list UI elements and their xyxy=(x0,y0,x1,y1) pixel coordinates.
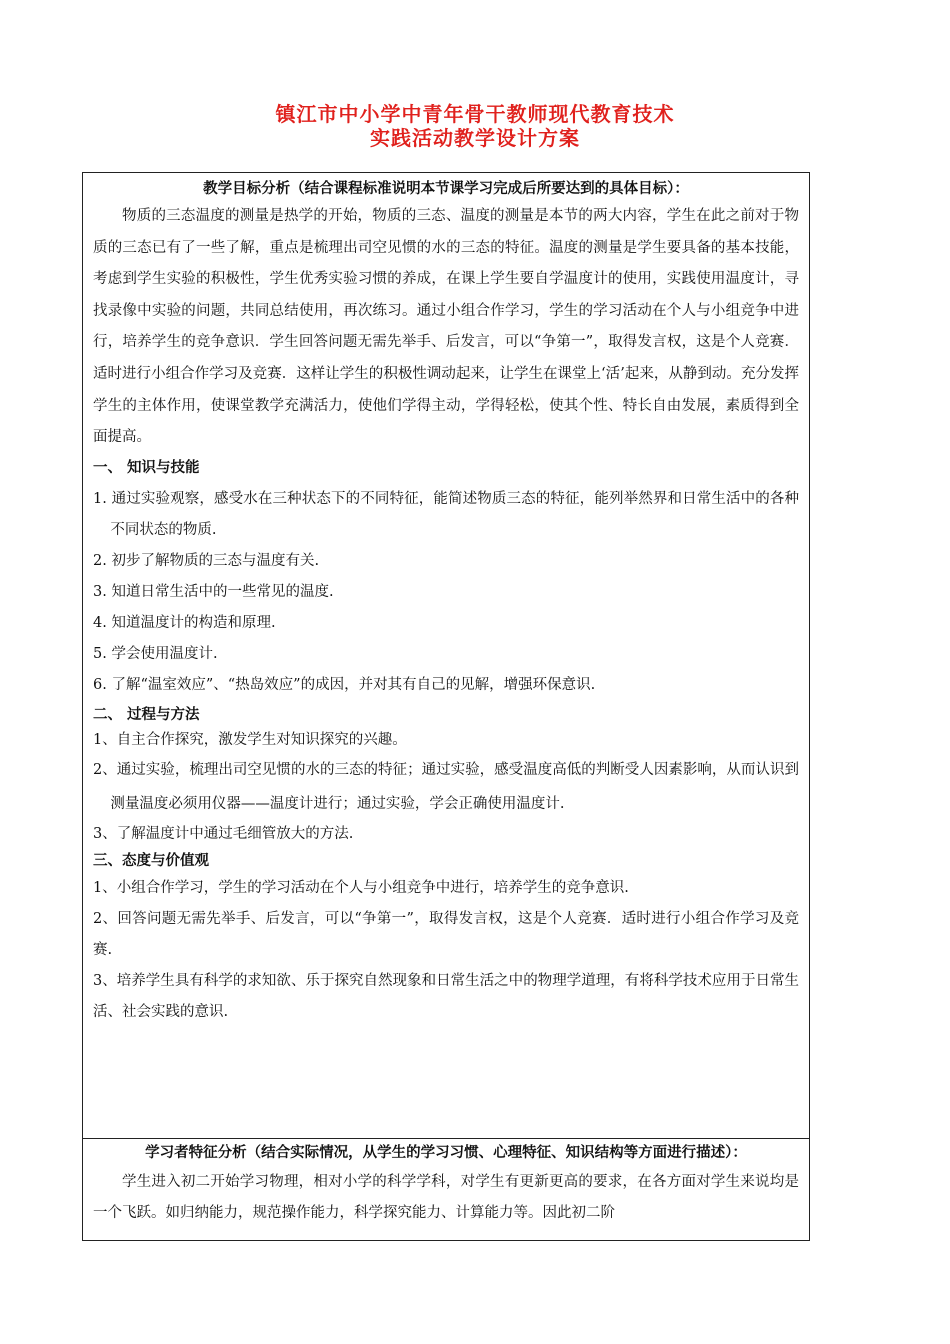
attitude-item-3: 3、培养学生具有科学的求知欲、乐于探究自然现象和日常生活之中的物理学道理，有将科学技术应用于日常生活、社会实践的意识. xyxy=(93,972,799,1020)
process-item-3: 3、了解温度计中通过毛细管放大的方法. xyxy=(93,825,354,842)
document-title-line1: 镇江市中小学中青年骨干教师现代教育技术 xyxy=(275,102,675,126)
knowledge-item-3: 3. 知道日常生活中的一些常见的温度. xyxy=(93,583,334,600)
learner-characteristics-heading: 学习者特征分析（结合实际情况，从学生的学习习惯、心理特征、知识结构等方面进行描述）： xyxy=(145,1145,747,1161)
teaching-objectives-cell xyxy=(82,172,810,1139)
document-title-line2: 实践活动教学设计方案 xyxy=(370,126,580,150)
learner-characteristics-cell xyxy=(82,1137,810,1241)
attitude-item-2: 2、回答问题无需先举手、后发言，可以“争第一”，取得发言权，这是个人竞赛．适时进行小组合作学习及竞赛. xyxy=(93,910,799,958)
teaching-objectives-intro: 物质的三态温度的测量是热学的开始，物质的三态、温度的测量是本节的两大内容，学生在此之前对于物质的三态已有了一些了解，重点是梳理出司空见惯的水的三态的特征。温度的测量是学生要具备的基本技能，考虑到学生实验的积极性，学生优秀实验习惯的养成，在课上学生要自学温度计的使用，实践使用温度计，寻找录像中实验的问题，共同总结使用，再次练习。通过小组合作学习，学生的学习活动在个人与小组竞争中进行，培养学生的竞争意识．学生回答问题无需先举手、后发言，可以“争第一”，取得发言权，这是个人竞赛．适时进行小组合作学习及竞赛．这样让学生的积极性调动起来，让学生在课堂上‘活’起来，从静到动。充分发挥学生的主体作用，使课堂教学充满活力，使他们学得主动，学得轻松，使其个性、特长自由发展，素质得到全面提高。 xyxy=(93,208,799,446)
process-methods-heading: 二、 过程与方法 xyxy=(93,706,200,723)
attitude-values-heading: 三、态度与价值观 xyxy=(93,852,209,869)
knowledge-item-6: 6. 了解“温室效应”、“热岛效应”的成因，并对其有自己的见解，增强环保意识. xyxy=(93,676,596,693)
teaching-objectives-heading: 教学目标分析（结合课程标准说明本节课学习完成后所要达到的具体目标）： xyxy=(203,181,689,197)
process-item-2: 2、通过实验，梳理出司空见惯的水的三态的特征；通过实验，感受温度高低的判断受人因素影响，从而认识到测量温度必须用仪器——温度计进行；通过实验，学会正确使用温度计. xyxy=(93,761,799,812)
attitude-item-1: 1、小组合作学习，学生的学习活动在个人与小组竞争中进行，培养学生的竞争意识. xyxy=(93,879,629,896)
teaching-objectives-content xyxy=(93,177,799,1028)
knowledge-item-4: 4. 知道温度计的构造和原理. xyxy=(93,614,276,631)
knowledge-item-2: 2. 初步了解物质的三态与温度有关. xyxy=(93,552,320,569)
process-item-1: 1、自主合作探究，激发学生对知识探究的兴趣。 xyxy=(93,731,407,748)
knowledge-item-1: 1. 通过实验观察，感受水在三种状态下的不同特征，能简述物质三态的特征，能列举然界和日常生活中的各种不同状态的物质. xyxy=(93,490,799,538)
knowledge-item-5: 5. 学会使用温度计. xyxy=(93,645,218,662)
knowledge-skills-heading: 一、 知识与技能 xyxy=(93,459,200,476)
learner-characteristics-content xyxy=(93,1140,799,1229)
learner-characteristics-body: 学生进入初二开始学习物理，相对小学的科学学科，对学生有更新更高的要求，在各方面对学生来说均是一个飞跃。如归纳能力，规范操作能力，科学探究能力、计算能力等。因此初二阶 xyxy=(93,1174,799,1221)
